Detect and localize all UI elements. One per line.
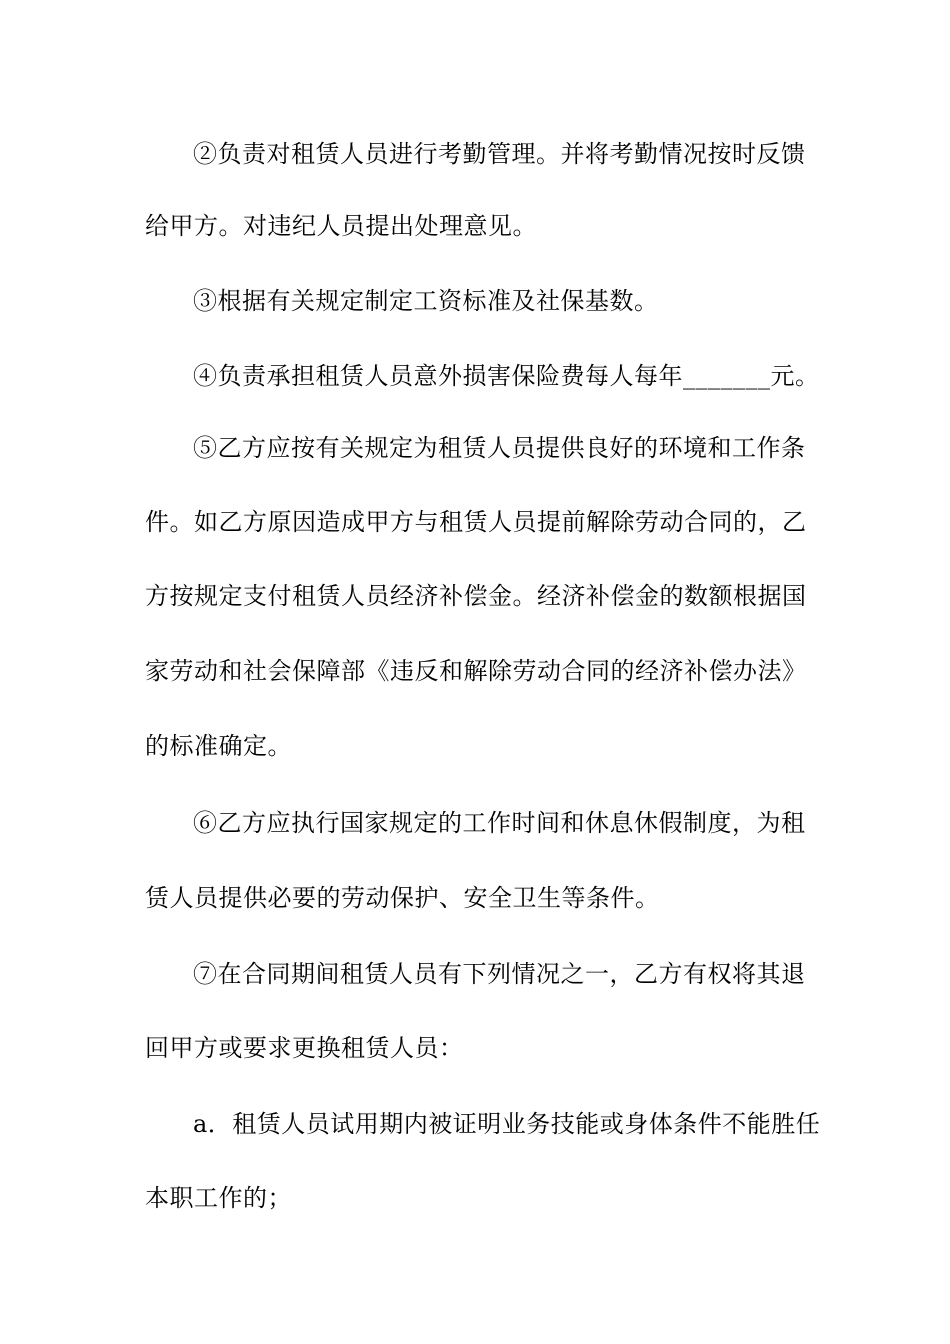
paragraph-6-line-2: 赁人员提供必要的劳动保护、安全卫生等条件。	[145, 884, 660, 912]
paragraph-4-line-1	[193, 360, 820, 392]
paragraph-2-line-1: ②负责对租赁人员进行考勤管理。并将考勤情况按时反馈	[193, 140, 806, 168]
paragraph-6-line-1: ⑥乙方应执行国家规定的工作时间和休息休假制度，为租	[193, 809, 806, 837]
paragraph-3-line-1: ③根据有关规定制定工资标准及社保基数。	[193, 287, 659, 315]
paragraph-a-line-1: a．租赁人员试用期内被证明业务技能或身体条件不能胜任	[193, 1110, 821, 1138]
paragraph-5-line-1: ⑤乙方应按有关规定为租赁人员提供良好的环境和工作条	[193, 434, 806, 462]
paragraph-7-line-2: 回甲方或要求更换租赁人员：	[145, 1034, 464, 1062]
paragraph-7-line-1: ⑦在合同期间租赁人员有下列情况之一，乙方有权将其退	[193, 960, 806, 988]
paragraph-5-line-3: 方按规定支付租赁人员经济补偿金。经济补偿金的数额根据国	[145, 582, 807, 610]
amount-blank: _______	[683, 362, 771, 390]
paragraph-4-text-suffix: 元。	[770, 362, 820, 390]
paragraph-5-line-2: 件。如乙方原因造成甲方与租赁人员提前解除劳动合同的，乙	[145, 508, 807, 536]
paragraph-2-line-2: 给甲方。对违纪人员提出处理意见。	[145, 212, 537, 240]
paragraph-4-text-prefix: ④负责承担租赁人员意外损害保险费每人每年	[193, 362, 683, 390]
paragraph-5-line-5: 的标准确定。	[145, 732, 292, 760]
paragraph-5-line-4: 家劳动和社会保障部《违反和解除劳动合同的经济补偿办法》	[145, 657, 807, 685]
paragraph-a-line-2: 本职工作的；	[145, 1184, 292, 1212]
